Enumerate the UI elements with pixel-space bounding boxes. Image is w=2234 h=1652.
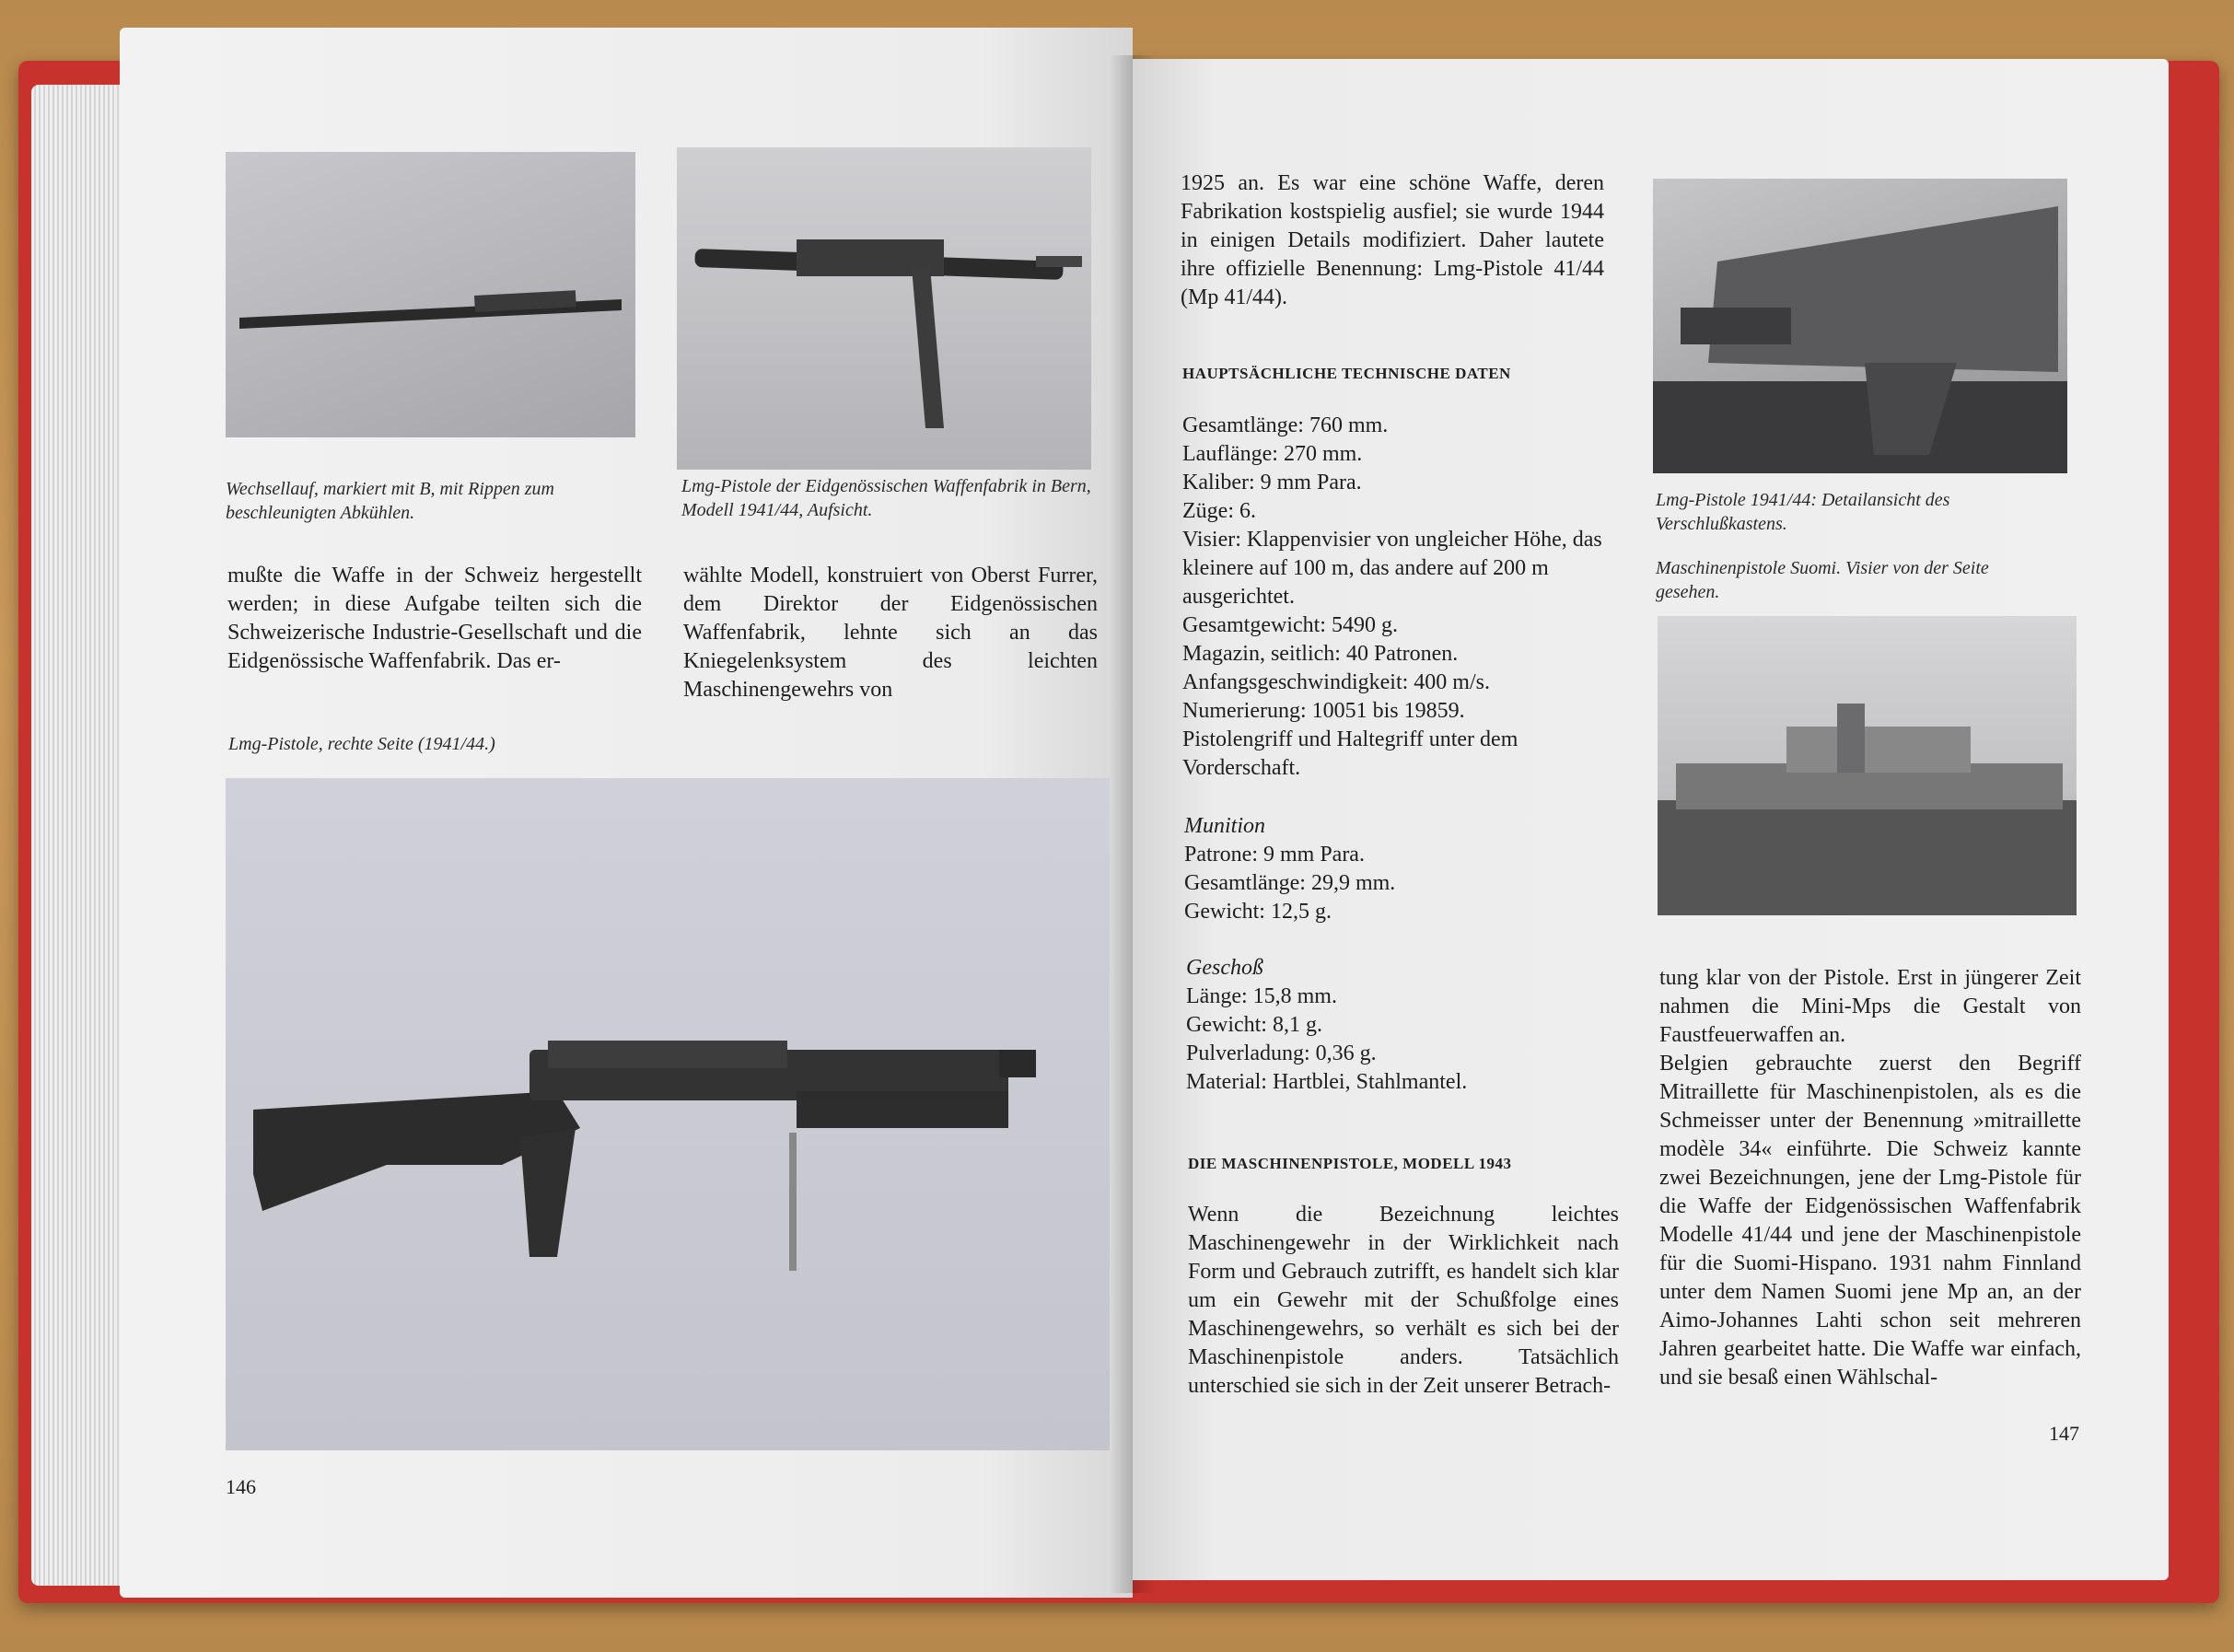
- caption-suomi-sight: Maschinenpistole Suomi. Visier von der Seite gesehen.: [1656, 558, 1989, 602]
- photo-lmg-right-side: [226, 778, 1110, 1450]
- munition-item: Gewicht: 12,5 g.: [1184, 900, 1332, 924]
- geschoss-item: Pulverladung: 0,36 g.: [1186, 1041, 1377, 1065]
- lmg-top-illustration: [677, 147, 1091, 470]
- tech-spec-list: [1182, 412, 1615, 783]
- spec-item: Numerierung: 10051 bis 19859.: [1182, 699, 1465, 723]
- photo-bolt-detail: [1653, 179, 2067, 473]
- caption-lmg-right-side: Lmg-Pistole, rechte Seite (1941/44.): [228, 734, 495, 754]
- munition-block: [1184, 812, 1617, 926]
- photo-barrel: [226, 152, 635, 437]
- spec-item: Lauflänge: 270 mm.: [1182, 442, 1363, 466]
- right-page-number: 147: [2049, 1422, 2079, 1445]
- spec-item: Kaliber: 9 mm Para.: [1182, 471, 1362, 494]
- geschoss-item: Gewicht: 8,1 g.: [1186, 1013, 1322, 1037]
- munition-list: [1184, 841, 1617, 926]
- spec-item: Magazin, seitlich: 40 Patronen.: [1182, 642, 1459, 666]
- caption-bolt-detail: Lmg-Pistole 1941/44: Detailansicht des Verschlußkastens.: [1656, 490, 1950, 534]
- right-col2-text-1: tung klar von der Pistole. Erst in jüngerer Zeit nahmen die Mini-Mps die Gestalt von Faustfeuerwaffen an.: [1659, 966, 2081, 1047]
- geschoss-list: [1186, 983, 1619, 1097]
- spec-item: Gesamtgewicht: 5490 g.: [1182, 613, 1398, 637]
- munition-heading: Munition: [1184, 814, 1265, 838]
- spec-item: Pistolengriff und Haltegriff unter dem Vorderschaft.: [1182, 727, 1518, 780]
- right-col2-text-2: Belgien gebrauchte zuerst den Begriff Mitraillette für Maschinenpistolen, als es die Schmeisser unter der Benennung »mitraillette modèle 34« einführte. Die Schweiz kannte zwei Bezeichnungen, jene der Lmg-Pistole für die Waffe der Eidgenössischen Waffenfabrik Modelle 41/44 und jene der Maschinenpistole für die Suomi-Hispano. 1931 nahm Finnland unter dem Namen Suomi jene Mp an, an der Aimo-Johannes Lahti schon seit mehreren Jahren gearbeitet hatte. Die Waffe war einfach, und sie besaß einen Wählschal-: [1659, 1052, 2081, 1390]
- left-col1-text: mußte die Waffe in der Schweiz hergestellt werden; in diese Aufgabe teilten sich die Schweizerische Industrie-Gesellschaft und die Eidgenössische Waffenfabrik. Das er-: [227, 564, 642, 673]
- spec-item: Visier: Klappenvisier von ungleicher Höhe, das kleinere auf 100 m, das andere auf 200 m ausgerichtet.: [1182, 528, 1602, 609]
- barrel-illustration: [226, 152, 635, 437]
- section-heading: DIE MASCHINENPISTOLE, MODELL 1943: [1188, 1155, 1512, 1172]
- photo-suomi-sight: [1658, 616, 2077, 915]
- spec-item: Züge: 6.: [1182, 499, 1256, 523]
- tech-heading: HAUPTSÄCHLICHE TECHNISCHE DATEN: [1182, 365, 1511, 382]
- photo-lmg-top-view: [677, 147, 1091, 470]
- bolt-detail-illustration: [1653, 179, 2067, 473]
- geschoss-item: Länge: 15,8 mm.: [1186, 984, 1337, 1008]
- munition-item: Patrone: 9 mm Para.: [1184, 843, 1365, 867]
- left-page: [120, 28, 1133, 1598]
- suomi-sight-illustration: [1658, 616, 2077, 915]
- geschoss-item: Material: Hartblei, Stahlmantel.: [1186, 1070, 1468, 1094]
- geschoss-block: [1186, 954, 1619, 1097]
- munition-item: Gesamtlänge: 29,9 mm.: [1184, 871, 1396, 895]
- geschoss-heading: Geschoß: [1186, 956, 1263, 980]
- section-text: Wenn die Bezeichnung leichtes Maschinengewehr in der Wirklichkeit nach Form und Gebrauch zutrifft, es handelt sich klar um ein Gewehr mit der Schußfolge eines Maschinengewehrs, so verhält es sich bei der Maschinenpistole anders. Tatsächlich unterschied sie sich in der Zeit unserer Betrach-: [1188, 1203, 1619, 1398]
- caption-barrel: Wechsellauf, markiert mit B, mit Rippen zum beschleunigten Abkühlen.: [226, 479, 554, 523]
- right-page: [1133, 59, 2169, 1580]
- right-intro-text: 1925 an. Es war eine schöne Waffe, deren Fabrikation kostspielig ausfiel; sie wurde 1944 in einigen Details modifiziert. Daher lautete ihre offizielle Benennung: Lmg-Pistole 41/44 (Mp 41/44).: [1181, 171, 1604, 309]
- left-page-number: 146: [226, 1475, 256, 1498]
- lmg-side-illustration: [226, 778, 1110, 1450]
- caption-lmg-top: Lmg-Pistole der Eidgenössischen Waffenfabrik in Bern, Modell 1941/44, Aufsicht.: [681, 476, 1091, 520]
- left-col2-text: wählte Modell, konstruiert von Oberst Furrer, dem Direktor der Eidgenössischen Waffenfabrik, lehnte sich an das Kniegelenksystem des leichten Maschinengewehrs von: [683, 564, 1098, 702]
- spec-item: Gesamtlänge: 760 mm.: [1182, 413, 1389, 437]
- spec-item: Anfangsgeschwindigkeit: 400 m/s.: [1182, 670, 1490, 694]
